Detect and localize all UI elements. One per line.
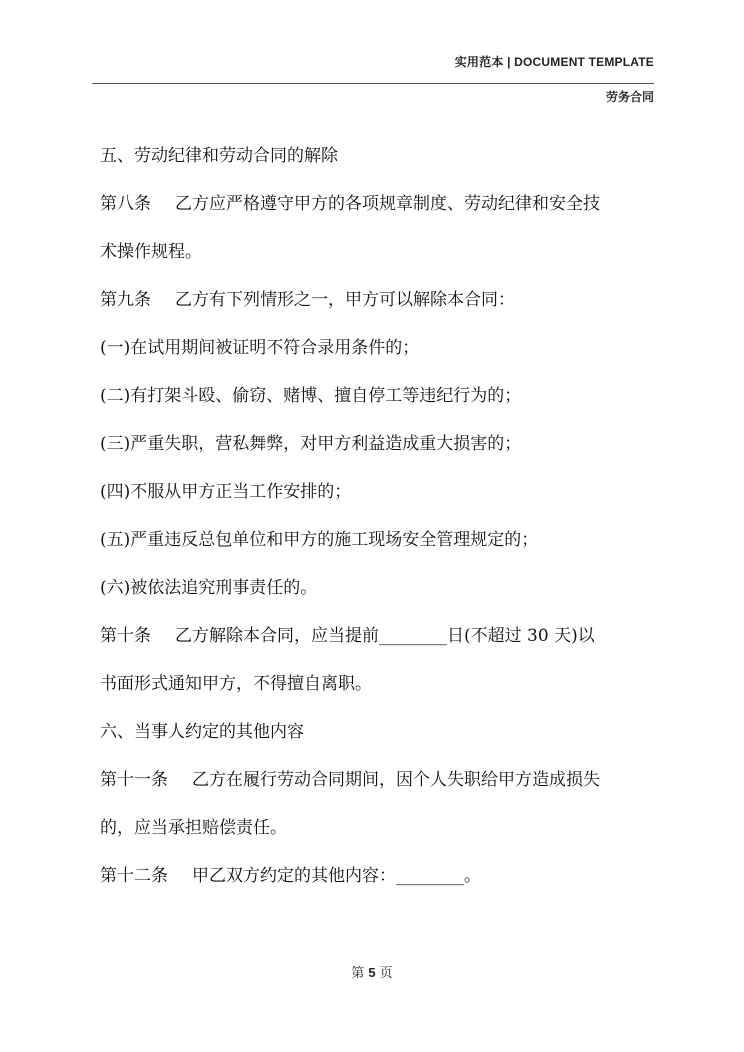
article-10-line-1 bbox=[100, 620, 660, 668]
page-suffix: 页 bbox=[379, 966, 393, 981]
article-8-line-2: 术操作规程。 bbox=[100, 242, 202, 262]
article-label: 第八条 bbox=[100, 194, 151, 214]
list-item: (三)严重失职，营私舞弊，对甲方利益造成重大损害的； bbox=[100, 434, 522, 454]
section-heading: 六、当事人约定的其他内容 bbox=[100, 722, 304, 742]
list-item: (四)不服从甲方正当工作安排的； bbox=[100, 482, 352, 502]
article-9 bbox=[100, 284, 660, 332]
page-number-value: 5 bbox=[368, 965, 376, 980]
article-text: 乙方在履行劳动合同期间，因个人失职给甲方造成损失 bbox=[192, 770, 600, 790]
article-label: 第十条 bbox=[100, 626, 151, 646]
list-item: (六)被依法追究刑事责任的。 bbox=[100, 578, 318, 598]
article-11-line-2: 的，应当承担赔偿责任。 bbox=[100, 818, 287, 838]
article-text: 甲乙双方约定的其他内容：________。 bbox=[192, 866, 481, 886]
header-title: 实用范本 | DOCUMENT TEMPLATE bbox=[454, 55, 654, 69]
article-text: 乙方解除本合同，应当提前________日(不超过 30 天)以 bbox=[175, 626, 595, 646]
section-heading: 五、劳动纪律和劳动合同的解除 bbox=[100, 146, 338, 166]
article-8-line-1 bbox=[100, 188, 660, 236]
document-body bbox=[100, 140, 660, 908]
page-prefix: 第 bbox=[351, 966, 365, 981]
list-item: (二)有打架斗殴、偷窃、赌博、擅自停工等违纪行为的； bbox=[100, 386, 522, 406]
list-item: (一)在试用期间被证明不符合录用条件的； bbox=[100, 338, 420, 358]
article-text: 乙方有下列情形之一，甲方可以解除本合同： bbox=[175, 290, 515, 310]
header-subtitle: 劳务合同 bbox=[605, 90, 654, 104]
article-label: 第九条 bbox=[100, 290, 151, 310]
header-divider bbox=[92, 83, 654, 84]
article-label: 第十二条 bbox=[100, 866, 168, 886]
page-number bbox=[0, 962, 744, 981]
article-text: 乙方应严格遵守甲方的各项规章制度、劳动纪律和安全技 bbox=[175, 194, 600, 214]
article-label: 第十一条 bbox=[100, 770, 168, 790]
article-10-line-2: 书面形式通知甲方，不得擅自离职。 bbox=[100, 674, 372, 694]
list-item: (五)严重违反总包单位和甲方的施工现场安全管理规定的； bbox=[100, 530, 539, 550]
article-12 bbox=[100, 860, 660, 908]
article-11-line-1 bbox=[100, 764, 660, 812]
